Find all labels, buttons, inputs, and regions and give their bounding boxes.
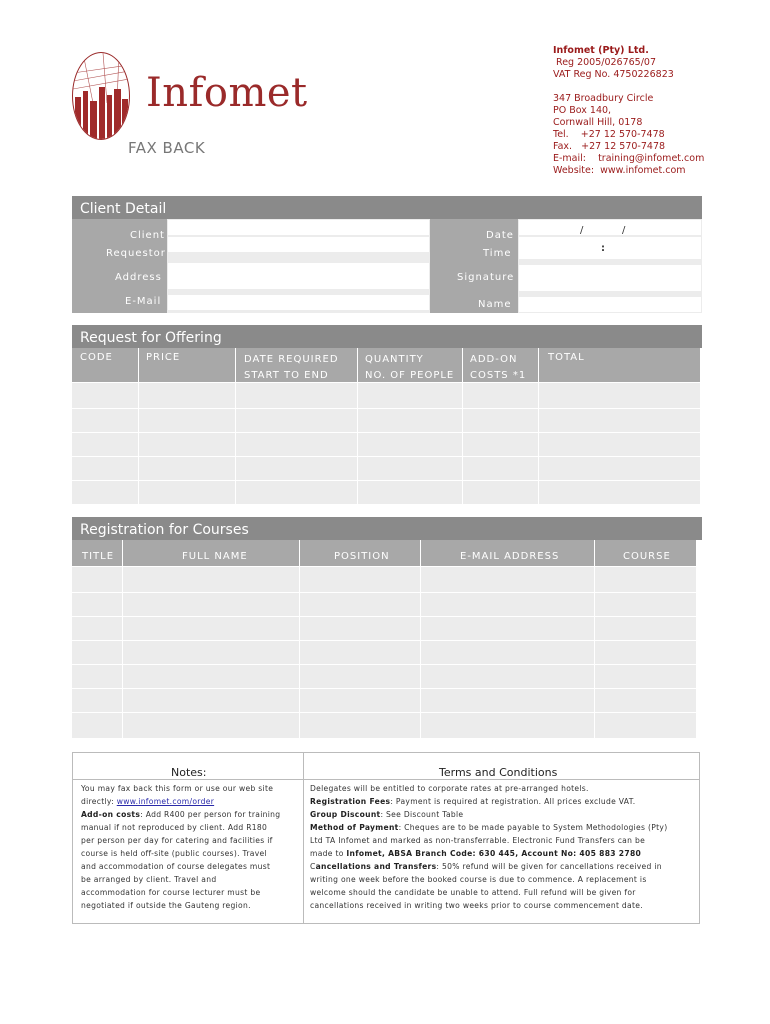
address-label: Address [115, 272, 162, 283]
date-separator: / [580, 225, 584, 236]
notes-line [81, 795, 301, 808]
address-line: PO Box 140, [553, 105, 612, 116]
col-addon-line1: ADD-ON [470, 354, 518, 365]
terms-text [310, 782, 698, 912]
address-field[interactable] [168, 263, 429, 289]
company-name: Infomet (Pty) Ltd. [553, 45, 649, 56]
company-reg: Reg 2005/026765/07 [553, 57, 657, 68]
building-skyline-icon [73, 53, 129, 139]
requestor-label: Requestor [106, 248, 166, 259]
offering-table [72, 348, 700, 504]
terms-text-span: made to [310, 849, 347, 858]
company-website: Website: www.infomet.com [553, 165, 686, 176]
terms-line: Delegates will be entitled to corporate rates at pre-arranged hotels. [310, 784, 589, 793]
signature-field[interactable] [519, 265, 701, 291]
col-price: PRICE [146, 352, 181, 363]
client-detail-header: Client Detail [72, 196, 702, 219]
notes-line: manual if not reproduced by client. Add R180 [81, 823, 268, 832]
col-addon-line2: COSTS *1 [470, 370, 527, 381]
logo-text: Infomet [146, 70, 308, 116]
date-separator: / [622, 225, 626, 236]
terms-line [310, 847, 698, 860]
terms-line: writing one week before the booked course is due to commence. A replacement is [310, 875, 647, 884]
notes-line: You may fax back this form or use our web site [81, 784, 274, 793]
col-date [244, 352, 339, 384]
col-addon [470, 352, 526, 384]
page-subtitle: FAX BACK [128, 139, 206, 157]
terms-line: Ltd TA Infomet and marked as non-transferrable. Electronic Fund Transfers can be [310, 836, 646, 845]
terms-title: Terms and Conditions [439, 766, 558, 779]
client-label: Client [130, 230, 165, 241]
col-date-line1: DATE REQUIRED [244, 354, 339, 365]
notes-text-span: : Add R400 per person for training [140, 810, 281, 819]
group-discount-label: Group Discount [310, 810, 381, 819]
notes-text-span: directly: [81, 797, 117, 806]
company-fax: Fax. +27 12 570-7478 [553, 141, 666, 152]
col-email: E-MAIL ADDRESS [460, 551, 560, 562]
notes-terms-box [72, 752, 700, 924]
method-of-payment-label: Method of Payment [310, 823, 399, 832]
date-label: Date [486, 230, 514, 241]
notes-text [81, 782, 301, 912]
offering-header: Request for Offering [72, 325, 702, 348]
terms-line [310, 795, 698, 808]
col-code: CODE [80, 352, 113, 363]
terms-text-span: : Cheques are to be made payable to System Methodologies (Pty) [398, 823, 668, 832]
col-qty-line1: QUANTITY [365, 354, 424, 365]
col-date-line2: START TO END [244, 370, 329, 381]
time-separator: : [601, 243, 605, 254]
address-line: 347 Broadbury Circle [553, 93, 654, 104]
terms-text-span: : Payment is required at registration. All prices exclude VAT. [390, 797, 636, 806]
email-label: E-Mail [125, 296, 162, 307]
notes-line: negotiated if outside the Gauteng region. [81, 901, 251, 910]
col-quantity [365, 352, 454, 384]
company-email: E-mail: training@infomet.com [553, 153, 705, 164]
company-info [553, 45, 704, 177]
order-link[interactable]: www.infomet.com/order [116, 797, 215, 806]
notes-line: per person per day for catering and facilities if [81, 836, 273, 845]
name-field[interactable] [519, 297, 701, 312]
client-field[interactable] [168, 220, 429, 235]
terms-text-span: : 50% refund will be given for cancellations received in [436, 862, 662, 871]
requestor-field[interactable] [168, 237, 429, 252]
date-field[interactable] [519, 220, 701, 235]
col-title: TITLE [82, 551, 115, 562]
terms-text-span: C [310, 862, 316, 871]
terms-line: cancellations received in writing two weeks prior to course commencement date. [310, 901, 643, 910]
bank-details: Infomet, ABSA Branch Code: 630 445, Account No: 405 883 2780 [346, 849, 642, 858]
registration-header: Registration for Courses [72, 517, 702, 540]
client-detail-section [72, 219, 702, 313]
name-label: Name [478, 299, 512, 310]
notes-line: accommodation for course lecturer must be [81, 888, 261, 897]
signature-label: Signature [457, 272, 515, 283]
terms-line [310, 821, 698, 834]
address-line: Cornwall Hill, 0178 [553, 117, 643, 128]
terms-line [310, 860, 698, 873]
col-qty-line2: NO. OF PEOPLE [365, 370, 455, 381]
time-label: Time [483, 248, 512, 259]
col-total: TOTAL [548, 352, 585, 363]
registration-table [72, 540, 696, 738]
col-position: POSITION [334, 551, 390, 562]
terms-text-span: : See Discount Table [380, 810, 464, 819]
col-fullname: FULL NAME [182, 551, 248, 562]
time-field[interactable] [519, 237, 701, 259]
notes-title: Notes: [171, 766, 207, 779]
cancellations-label: ancellations and Transfers [315, 862, 437, 871]
logo-emblem [72, 52, 130, 140]
notes-line: course is held off-site (public courses). Travel [81, 849, 267, 858]
terms-line [310, 808, 698, 821]
notes-line: be arranged by client. Travel and [81, 875, 217, 884]
notes-line [81, 808, 301, 821]
email-field[interactable] [168, 295, 429, 310]
company-tel: Tel. +27 12 570-7478 [553, 129, 665, 140]
notes-line: and accommodation of course delegates must [81, 862, 271, 871]
terms-line: welcome should the candidate be unable to attend. Full refund will be given for [310, 888, 636, 897]
addon-costs-label: Add-on costs [81, 810, 141, 819]
col-course: COURSE [623, 551, 671, 562]
registration-fees-label: Registration Fees [310, 797, 391, 806]
company-vat: VAT Reg No. 4750226823 [553, 69, 674, 80]
